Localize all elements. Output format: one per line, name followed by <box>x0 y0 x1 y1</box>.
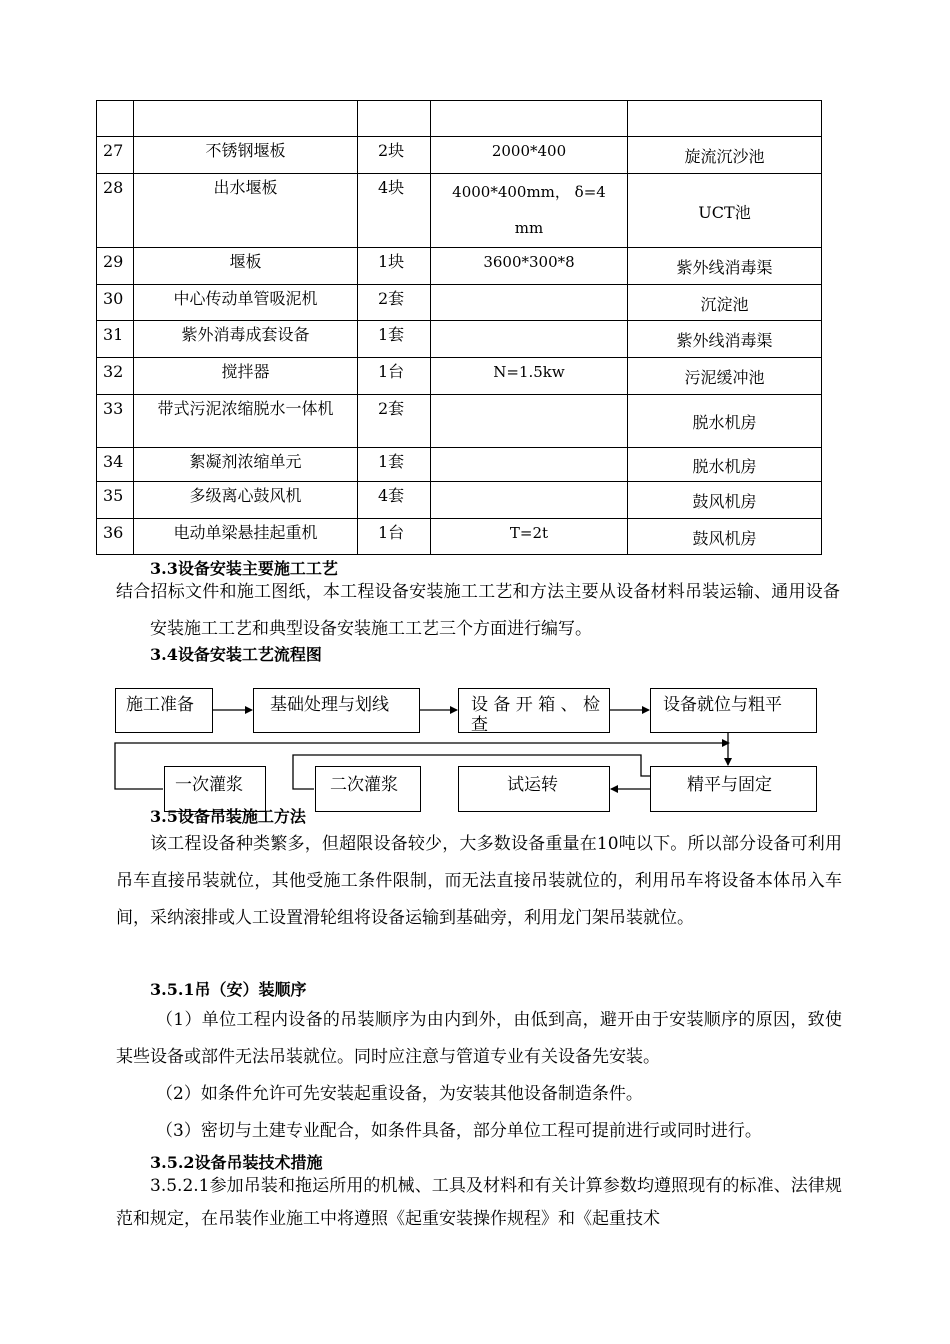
cell-name <box>134 174 358 248</box>
section-3-5-1-items <box>116 1002 842 1150</box>
cell-name-text: 电动单梁悬挂起重机 <box>173 523 318 542</box>
cell-location-text: 鼓风机房 <box>692 492 757 511</box>
equipment-table <box>96 100 822 555</box>
cell-no <box>97 448 134 482</box>
cell-location <box>628 448 822 482</box>
cell-no-text: 36 <box>103 523 124 542</box>
table-row <box>97 137 822 174</box>
cell-spec <box>431 248 628 285</box>
cell-name <box>134 519 358 555</box>
cell-location-text: 鼓风机房 <box>692 528 757 548</box>
cell-name <box>134 358 358 395</box>
cell-qty <box>358 137 431 174</box>
cell-name-text <box>134 101 357 105</box>
cell-location-text: 污泥缓冲池 <box>684 368 765 387</box>
cell-location-text: 沉淀池 <box>700 294 749 314</box>
flow-node-preparation: 施工准备 <box>115 688 213 733</box>
cell-location-text: UCT池 <box>698 202 751 222</box>
cell-qty-text: 2套 <box>378 399 405 418</box>
cell-no <box>97 358 134 395</box>
section-3-3-text: 结合招标文件和施工图纸，本工程设备安装施工工艺和方法主要从设备材料吊装运输、通用设备安装施工工艺和典型设备安装施工工艺三个方面进行编写。 <box>116 582 840 639</box>
table-row <box>97 174 822 248</box>
cell-no-text: 27 <box>103 141 124 160</box>
table-row <box>97 395 822 448</box>
cell-location <box>628 395 822 448</box>
cell-location <box>628 248 822 285</box>
cell-name <box>134 395 358 448</box>
cell-name-text: 中心传动单管吸泥机 <box>173 289 318 308</box>
cell-name <box>134 285 358 321</box>
cell-spec <box>431 321 628 358</box>
cell-qty <box>358 248 431 285</box>
cell-name-text: 紫外消毒成套设备 <box>181 325 310 344</box>
cell-name <box>134 321 358 358</box>
equipment-table-body <box>97 101 822 555</box>
cell-no <box>97 482 134 519</box>
cell-name-text: 搅拌器 <box>221 362 270 381</box>
cell-location-text: 紫外线消毒渠 <box>676 331 773 350</box>
cell-qty-text: 1套 <box>378 452 405 471</box>
cell-location <box>628 285 822 321</box>
cell-qty <box>358 519 431 555</box>
cell-location <box>628 101 822 137</box>
section-3-3-body <box>116 574 840 648</box>
flow-node-unpacking: 设 备 开 箱 、 检查 <box>458 688 610 733</box>
table-row <box>97 482 822 519</box>
cell-name-text: 多级离心鼓风机 <box>189 486 302 505</box>
cell-spec-text <box>431 448 627 452</box>
cell-no-text: 33 <box>103 399 124 418</box>
flow-node-first-grouting: 一次灌浆 <box>164 766 266 812</box>
cell-no-text: 29 <box>103 252 124 271</box>
cell-qty-text: 1台 <box>378 362 405 381</box>
cell-qty-text: 1套 <box>378 325 405 344</box>
order-item-1: （1）单位工程内设备的吊装顺序为由内到外，由低到高，避开由于安装顺序的原因，致使某些设备或部件无法吊装就位。同时应注意与管道专业有关设备先安装。 <box>116 1010 842 1067</box>
cell-qty-text: 4套 <box>378 486 405 505</box>
cell-no-text: 28 <box>103 178 124 197</box>
table-row <box>97 285 822 321</box>
cell-location <box>628 482 822 519</box>
cell-spec <box>431 101 628 137</box>
cell-name <box>134 448 358 482</box>
cell-spec <box>431 448 628 482</box>
cell-name <box>134 137 358 174</box>
flow-node-leveling: 精平与固定 <box>650 766 817 812</box>
cell-spec <box>431 137 628 174</box>
cell-qty <box>358 358 431 395</box>
cell-spec-text: N=1.5kw <box>493 363 565 381</box>
cell-no-text: 34 <box>103 452 124 471</box>
cell-spec-text: 3600*300*8 <box>483 253 575 271</box>
cell-qty <box>358 101 431 137</box>
flow-node-positioning: 设备就位与粗平 <box>650 688 817 733</box>
cell-no <box>97 285 134 321</box>
cell-no-text: 30 <box>103 289 124 308</box>
cell-no-text: 35 <box>103 486 124 505</box>
flow-node-second-grouting: 二次灌浆 <box>315 766 421 812</box>
table-row <box>97 248 822 285</box>
cell-qty <box>358 448 431 482</box>
cell-location-text <box>628 117 821 121</box>
section-3-5-2-heading: 3.5.2设备吊装技术措施 <box>150 1153 323 1172</box>
cell-no <box>97 137 134 174</box>
cell-name <box>134 101 358 137</box>
cell-spec <box>431 358 628 395</box>
flow-node-foundation: 基础处理与划线 <box>253 688 420 733</box>
order-item-3: （3）密切与土建专业配合，如条件具备，部分单位工程可提前进行或同时进行。 <box>156 1121 762 1141</box>
cell-qty-text <box>378 101 430 105</box>
table-row <box>97 101 822 137</box>
order-item-2: （2）如条件允许可先安装起重设备，为安装其他设备制造条件。 <box>156 1084 643 1104</box>
cell-name-text: 带式污泥浓缩脱水一体机 <box>157 399 334 418</box>
cell-no <box>97 101 134 137</box>
cell-no <box>97 321 134 358</box>
cell-spec-text <box>431 321 627 325</box>
cell-no <box>97 395 134 448</box>
table-row <box>97 321 822 358</box>
cell-location-text: 紫外线消毒渠 <box>676 258 773 277</box>
cell-location-text: 脱水机房 <box>692 413 757 432</box>
cell-spec <box>431 174 628 248</box>
section-3-5-2-text: 3.5.2.1参加吊装和拖运所用的机械、工具及材料和有关计算参数均遵照现有的标准、法律规范和规定，在吊装作业施工中将遵照《起重安装操作规程》和《起重技术 <box>116 1176 842 1229</box>
cell-name-text: 絮凝剂浓缩单元 <box>189 452 302 471</box>
cell-no-text <box>103 101 133 105</box>
cell-spec-text: 2000*400 <box>491 142 567 160</box>
cell-no-text: 31 <box>103 325 124 344</box>
cell-spec-text: 4000*400mm， δ=4 mm <box>452 183 606 237</box>
section-3-5-2-body <box>116 1170 842 1244</box>
section-3-5-body <box>116 826 842 937</box>
cell-no <box>97 519 134 555</box>
cell-spec <box>431 519 628 555</box>
cell-qty <box>358 321 431 358</box>
cell-no <box>97 248 134 285</box>
table-row <box>97 358 822 395</box>
section-3-3-heading: 3.3设备安装主要施工工艺 <box>150 559 338 578</box>
cell-spec <box>431 395 628 448</box>
cell-spec <box>431 482 628 519</box>
cell-qty <box>358 285 431 321</box>
cell-qty <box>358 395 431 448</box>
cell-spec-text <box>431 285 627 289</box>
cell-location <box>628 174 822 248</box>
cell-location <box>628 137 822 174</box>
cell-location-text: 脱水机房 <box>692 456 757 476</box>
section-3-5-1-heading: 3.5.1吊（安）装顺序 <box>150 980 307 999</box>
cell-spec-text <box>431 482 627 486</box>
cell-qty-text: 2块 <box>378 141 405 160</box>
cell-location <box>628 321 822 358</box>
cell-name <box>134 248 358 285</box>
cell-location-text: 旋流沉沙池 <box>684 147 765 166</box>
cell-qty-text: 1台 <box>378 523 405 542</box>
cell-name-text: 堰板 <box>229 252 262 271</box>
cell-name-text: 不锈钢堰板 <box>205 141 286 160</box>
cell-spec-text <box>431 395 627 399</box>
cell-spec <box>431 285 628 321</box>
cell-name-text: 出水堰板 <box>213 178 278 197</box>
table-row <box>97 519 822 555</box>
cell-qty <box>358 482 431 519</box>
cell-spec-text: T=2t <box>509 524 549 542</box>
section-3-4-heading: 3.4设备安装工艺流程图 <box>150 645 322 664</box>
cell-qty <box>358 174 431 248</box>
cell-no <box>97 174 134 248</box>
cell-location <box>628 358 822 395</box>
cell-spec-text <box>431 101 627 105</box>
flow-node-trial-run: 试运转 <box>458 766 610 812</box>
cell-qty-text: 4块 <box>378 178 405 197</box>
table-row <box>97 448 822 482</box>
cell-qty-text: 1块 <box>378 252 405 271</box>
cell-name <box>134 482 358 519</box>
cell-location <box>628 519 822 555</box>
section-3-5-text: 该工程设备种类繁多，但超限设备较少，大多数设备重量在10吨以下。所以部分设备可利用吊车直接吊装就位，其他受施工条件限制，而无法直接吊装就位的，利用吊车将设备本体吊入车间，采纳滚排或人工设置滑轮组将设备运输到基础旁，利用龙门架吊装就位。 <box>116 834 842 928</box>
cell-qty-text: 2套 <box>378 289 405 308</box>
section-3-5-heading: 3.5设备吊装施工方法 <box>150 807 306 826</box>
cell-no-text: 32 <box>103 362 124 381</box>
